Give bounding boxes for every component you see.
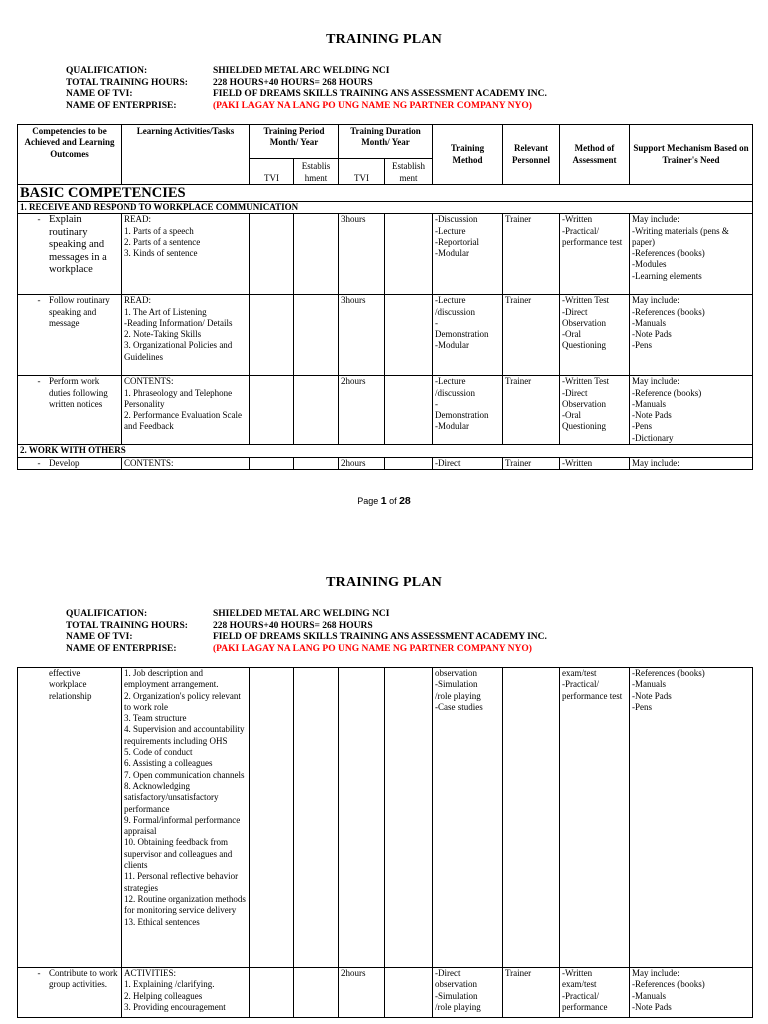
qualification-value: SHIELDED METAL ARC WELDING NCI	[213, 66, 390, 76]
activities-cell: CONTENTS: 1. Phraseology and Telephone Personality 2. Performance Evaluation Scale and Feedback	[122, 376, 250, 445]
col-subheader-establishment: Establis hment	[294, 159, 339, 185]
qualification-label: QUALIFICATION:	[66, 609, 148, 619]
support-cell: -References (books) -Manuals -Note Pads -Pens	[630, 668, 753, 968]
duration-cell: 3hours	[339, 295, 385, 376]
competency-cell	[18, 968, 122, 1018]
assessment-cell: exam/test -Practical/ performance test	[560, 668, 630, 968]
method-cell: -Direct	[433, 457, 503, 469]
assessment-cell: -Written exam/test -Practical/ performance	[560, 968, 630, 1018]
personnel-cell: Trainer	[503, 968, 560, 1018]
activities-cell: CONTENTS:	[122, 457, 250, 469]
competency-text: Perform work duties following written notices	[49, 376, 108, 409]
period-tvi-cell	[250, 376, 294, 445]
period-establishment-cell	[294, 668, 339, 968]
page2-title: TRAINING PLAN	[326, 575, 442, 590]
bullet-dash: -	[37, 214, 41, 225]
personnel-cell: Trainer	[503, 214, 560, 295]
activities-cell: READ: 1. The Art of Listening -Reading Information/ Details 2. Note-Taking Skills 3. Organizational Policies and Guidelines	[122, 295, 250, 376]
duration-establishment-cell	[385, 668, 433, 968]
enterprise-value: (PAKI LAGAY NA LANG PO UNG NAME NG PARTNER COMPANY NYO)	[213, 100, 532, 111]
col-header-support: Support Mechanism Based on Trainer's Need	[630, 125, 753, 185]
col-header-method: Training Method	[433, 125, 503, 185]
tvi-label: NAME OF TVI:	[66, 632, 133, 642]
table-row	[18, 668, 753, 968]
activities-cell: 1. Job description and employment arrangement. 2. Organization's policy relevant to work role 3. Team structure 4. Supervision and accountability requirements including OHS 5. Code of conduct 6. Assisting a colleagues 7. Open communication channels 8. Acknowledging satisfactory/unsatisfactory performance 9. Formal/informal performance appraisal 10. Obtaining feedback from supervisor and colleagues and clients 11. Personal reflective behavior strategies 12. Routine organization methods for monitoring service delivery 13. Ethical sentences	[122, 668, 250, 968]
duration-establishment-cell	[385, 968, 433, 1018]
personnel-cell: Trainer	[503, 295, 560, 376]
basic-competencies-heading: BASIC COMPETENCIES	[18, 185, 753, 202]
method-cell: -Discussion -Lecture -Reportorial -Modular	[433, 214, 503, 295]
competency-text: Contribute to work group activities.	[49, 968, 118, 990]
section-heading: 2. WORK WITH OTHERS	[18, 445, 753, 457]
section-heading: 1. RECEIVE AND RESPOND TO WORKPLACE COMMUNICATION	[18, 202, 753, 214]
personnel-cell: Trainer	[503, 457, 560, 469]
enterprise-value: (PAKI LAGAY NA LANG PO UNG NAME NG PARTNER COMPANY NYO)	[213, 643, 532, 654]
col-subheader-tvi: TVI	[339, 159, 385, 185]
support-cell: May include:	[630, 457, 753, 469]
training-hours-label: TOTAL TRAINING HOURS:	[66, 77, 188, 88]
duration-cell: 3hours	[339, 214, 385, 295]
period-tvi-cell	[250, 968, 294, 1018]
training-hours-value: 228 HOURS+40 HOURS= 268 HOURS	[213, 620, 373, 631]
duration-cell: 2hours	[339, 968, 385, 1018]
period-tvi-cell	[250, 295, 294, 376]
col-header-period: Training Period Month/ Year	[250, 125, 339, 159]
bullet-dash: -	[37, 376, 41, 387]
assessment-cell: -Written Test -Direct Observation -Oral Questioning	[560, 376, 630, 445]
assessment-cell: -Written	[560, 457, 630, 469]
support-cell: May include: -References (books) -Manuals -Note Pads	[630, 968, 753, 1018]
page1-header-block	[66, 66, 547, 112]
table-row	[18, 968, 753, 1018]
competency-cell	[18, 214, 122, 295]
bullet-dash: -	[37, 295, 41, 306]
col-header-competencies: Competencies to be Achieved and Learning Outcomes	[18, 125, 122, 185]
period-establishment-cell	[294, 376, 339, 445]
competency-text: Follow routinary speaking and message	[49, 295, 110, 328]
qualification-label: QUALIFICATION:	[66, 66, 148, 76]
bullet-dash: -	[37, 457, 41, 468]
table-row	[18, 457, 753, 469]
duration-establishment-cell	[385, 214, 433, 295]
period-tvi-cell	[250, 457, 294, 469]
qualification-value: SHIELDED METAL ARC WELDING NCI	[213, 609, 390, 619]
table-row	[18, 376, 753, 445]
competency-cell	[18, 668, 122, 968]
activities-cell: ACTIVITIES: 1. Explaining /clarifying. 2. Helping colleagues 3. Providing encouragement	[122, 968, 250, 1018]
period-establishment-cell	[294, 295, 339, 376]
period-establishment-cell	[294, 457, 339, 469]
table-row	[18, 295, 753, 376]
table-row	[18, 214, 753, 295]
duration-cell: 2hours	[339, 457, 385, 469]
page1-title: TRAINING PLAN	[326, 32, 442, 47]
competency-text: Explain routinary speaking and messages in a workplace	[49, 214, 107, 276]
tvi-value: FIELD OF DREAMS SKILLS TRAINING ANS ASSESSMENT ACADEMY INC.	[213, 632, 547, 642]
personnel-cell	[503, 668, 560, 968]
duration-cell	[339, 668, 385, 968]
competency-text: Develop	[49, 457, 80, 468]
competency-cell	[18, 295, 122, 376]
support-cell: May include: -Reference (books) -Manuals -Note Pads -Pens -Dictionary	[630, 376, 753, 445]
assessment-cell: -Written -Practical/ performance test	[560, 214, 630, 295]
page-number-current: 1	[380, 495, 387, 507]
duration-establishment-cell	[385, 457, 433, 469]
col-header-activities: Learning Activities/Tasks	[122, 125, 250, 185]
page-number-prefix: Page	[357, 496, 381, 506]
support-cell: May include: -Writing materials (pens & paper) -References (books) -Modules -Learning elements	[630, 214, 753, 295]
personnel-cell: Trainer	[503, 376, 560, 445]
enterprise-label: NAME OF ENTERPRISE:	[66, 643, 177, 654]
training-hours-label: TOTAL TRAINING HOURS:	[66, 620, 188, 631]
period-tvi-cell	[250, 668, 294, 968]
support-cell: May include: -References (books) -Manuals -Note Pads -Pens	[630, 295, 753, 376]
training-hours-value: 228 HOURS+40 HOURS= 268 HOURS	[213, 77, 373, 88]
col-header-personnel: Relevant Personnel	[503, 125, 560, 185]
page-number-of: of	[386, 496, 400, 506]
duration-establishment-cell	[385, 295, 433, 376]
period-establishment-cell	[294, 968, 339, 1018]
col-subheader-tvi: TVI	[250, 159, 294, 185]
enterprise-label: NAME OF ENTERPRISE:	[66, 100, 177, 111]
activities-cell: READ: 1. Parts of a speech 2. Parts of a sentence 3. Kinds of sentence	[122, 214, 250, 295]
method-cell: observation -Simulation /role playing -Case studies	[433, 668, 503, 968]
duration-cell: 2hours	[339, 376, 385, 445]
col-subheader-establishment: Establish ment	[385, 159, 433, 185]
bullet-dash: -	[37, 968, 41, 978]
competency-cell	[18, 457, 122, 469]
page1-training-table	[17, 124, 753, 470]
assessment-cell: -Written Test -Direct Observation -Oral Questioning	[560, 295, 630, 376]
page-number-total: 28	[399, 495, 411, 507]
page2-header-block	[66, 609, 547, 655]
tvi-label: NAME OF TVI:	[66, 89, 133, 99]
period-establishment-cell	[294, 214, 339, 295]
method-cell: -Lecture /discussion - Demonstration -Modular	[433, 295, 503, 376]
method-cell: -Direct observation -Simulation /role playing	[433, 968, 503, 1018]
period-tvi-cell	[250, 214, 294, 295]
page2-training-table	[17, 667, 753, 1018]
method-cell: -Lecture /discussion - Demonstration -Modular	[433, 376, 503, 445]
col-header-duration: Training Duration Month/ Year	[339, 125, 433, 159]
duration-establishment-cell	[385, 376, 433, 445]
competency-text: effective workplace relationship	[49, 668, 92, 701]
tvi-value: FIELD OF DREAMS SKILLS TRAINING ANS ASSESSMENT ACADEMY INC.	[213, 89, 547, 99]
competency-cell	[18, 376, 122, 445]
page-number-footer	[0, 495, 768, 507]
col-header-assessment: Method of Assessment	[560, 125, 630, 185]
